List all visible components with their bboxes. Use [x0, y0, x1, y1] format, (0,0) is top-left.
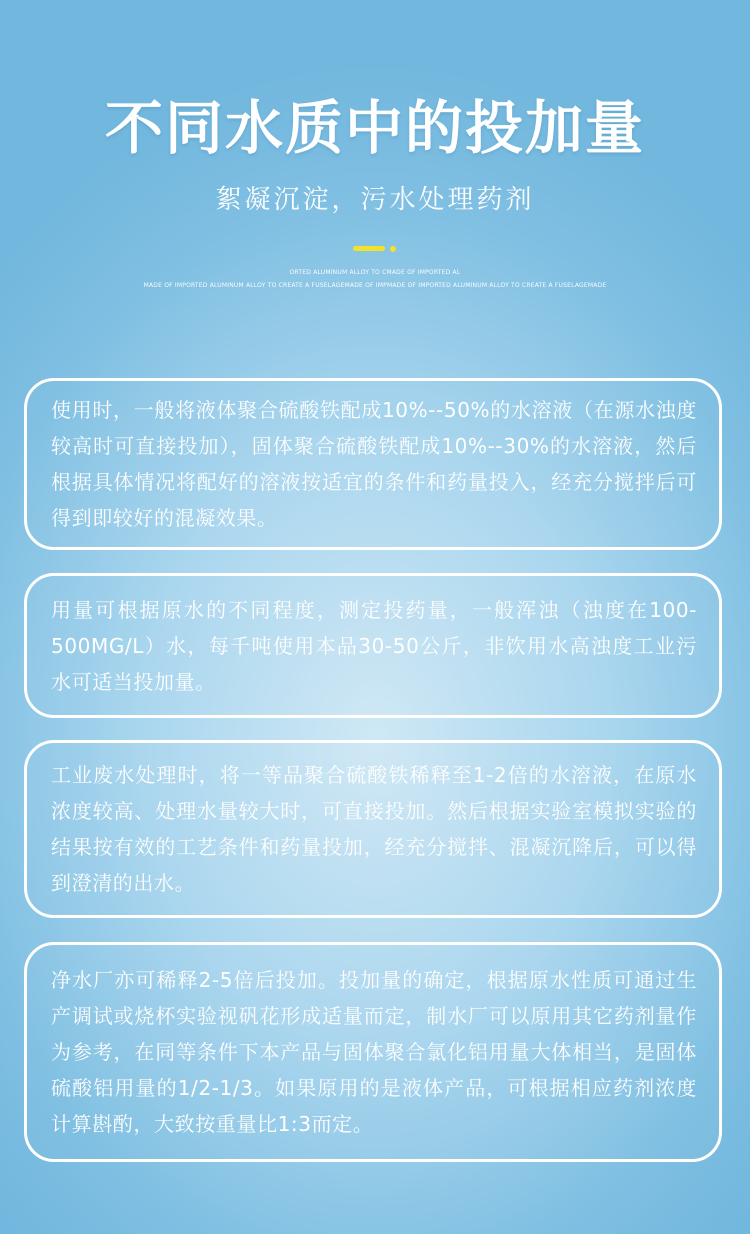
- header: [0, 0, 750, 300]
- info-card-text: 净水厂亦可稀释2-5倍后投加。投加量的确定，根据原水性质可通过生产调试或烧杯实验视矾花形成适量而定，制水厂可以原用其它药剂量作为参考，在同等条件下本产品与固体聚合氯化铝用量大体相当，是固体硫酸铝用量的1/2-1/3。如果原用的是液体产品，可根据相应药剂浓度计算斟酌，大致按重量比1:3而定。: [51, 968, 697, 1136]
- decorative-divider: [353, 246, 397, 252]
- info-card-text: 工业废水处理时，将一等品聚合硫酸铁稀释至1-2倍的水溶液，在原水浓度较高、处理水量较大时，可直接投加。然后根据实验室模拟实验的结果按有效的工艺条件和药量投加，经充分搅拌、混凝沉降后，可以得到澄清的出水。: [51, 763, 697, 895]
- divider-dot-icon: [390, 246, 396, 252]
- page-subtitle: 絮凝沉淀，污水处理药剂: [215, 185, 535, 215]
- decorative-caption-line-1: ORTED ALUMINUM ALLOY TO CMADE OF IMPORTED AL: [289, 269, 461, 276]
- info-card-text: 使用时，一般将液体聚合硫酸铁配成10%--50%的水溶液（在源水浊度较高时可直接投加），固体聚合硫酸铁配成10%--30%的水溶液，然后根据具体情况将配好的溶液按适宜的条件和药量投入，经充分搅拌后可得到即较好的混凝效果。: [51, 398, 697, 530]
- page-title: 不同水质中的投加量: [104, 94, 645, 162]
- info-card-text: 用量可根据原水的不同程度，测定投药量，一般浑浊（浊度在100-500MG/L）水，每千吨使用本品30-50公斤，非饮用水高浊度工业污水可适当投加量。: [51, 597, 697, 694]
- decorative-caption-line-2: MADE OF IMPORTED ALUMINUM ALLOY TO CREATE A FUSELAGEMADE OF IMPMADE OF IMPORTED ALUMINUM ALLOY TO CREATE A FUSELAGEMADE: [143, 282, 607, 289]
- info-card: [24, 378, 722, 550]
- info-card: [24, 573, 722, 718]
- divider-bar: [353, 246, 385, 251]
- info-card: [24, 740, 722, 918]
- info-card: [24, 942, 722, 1162]
